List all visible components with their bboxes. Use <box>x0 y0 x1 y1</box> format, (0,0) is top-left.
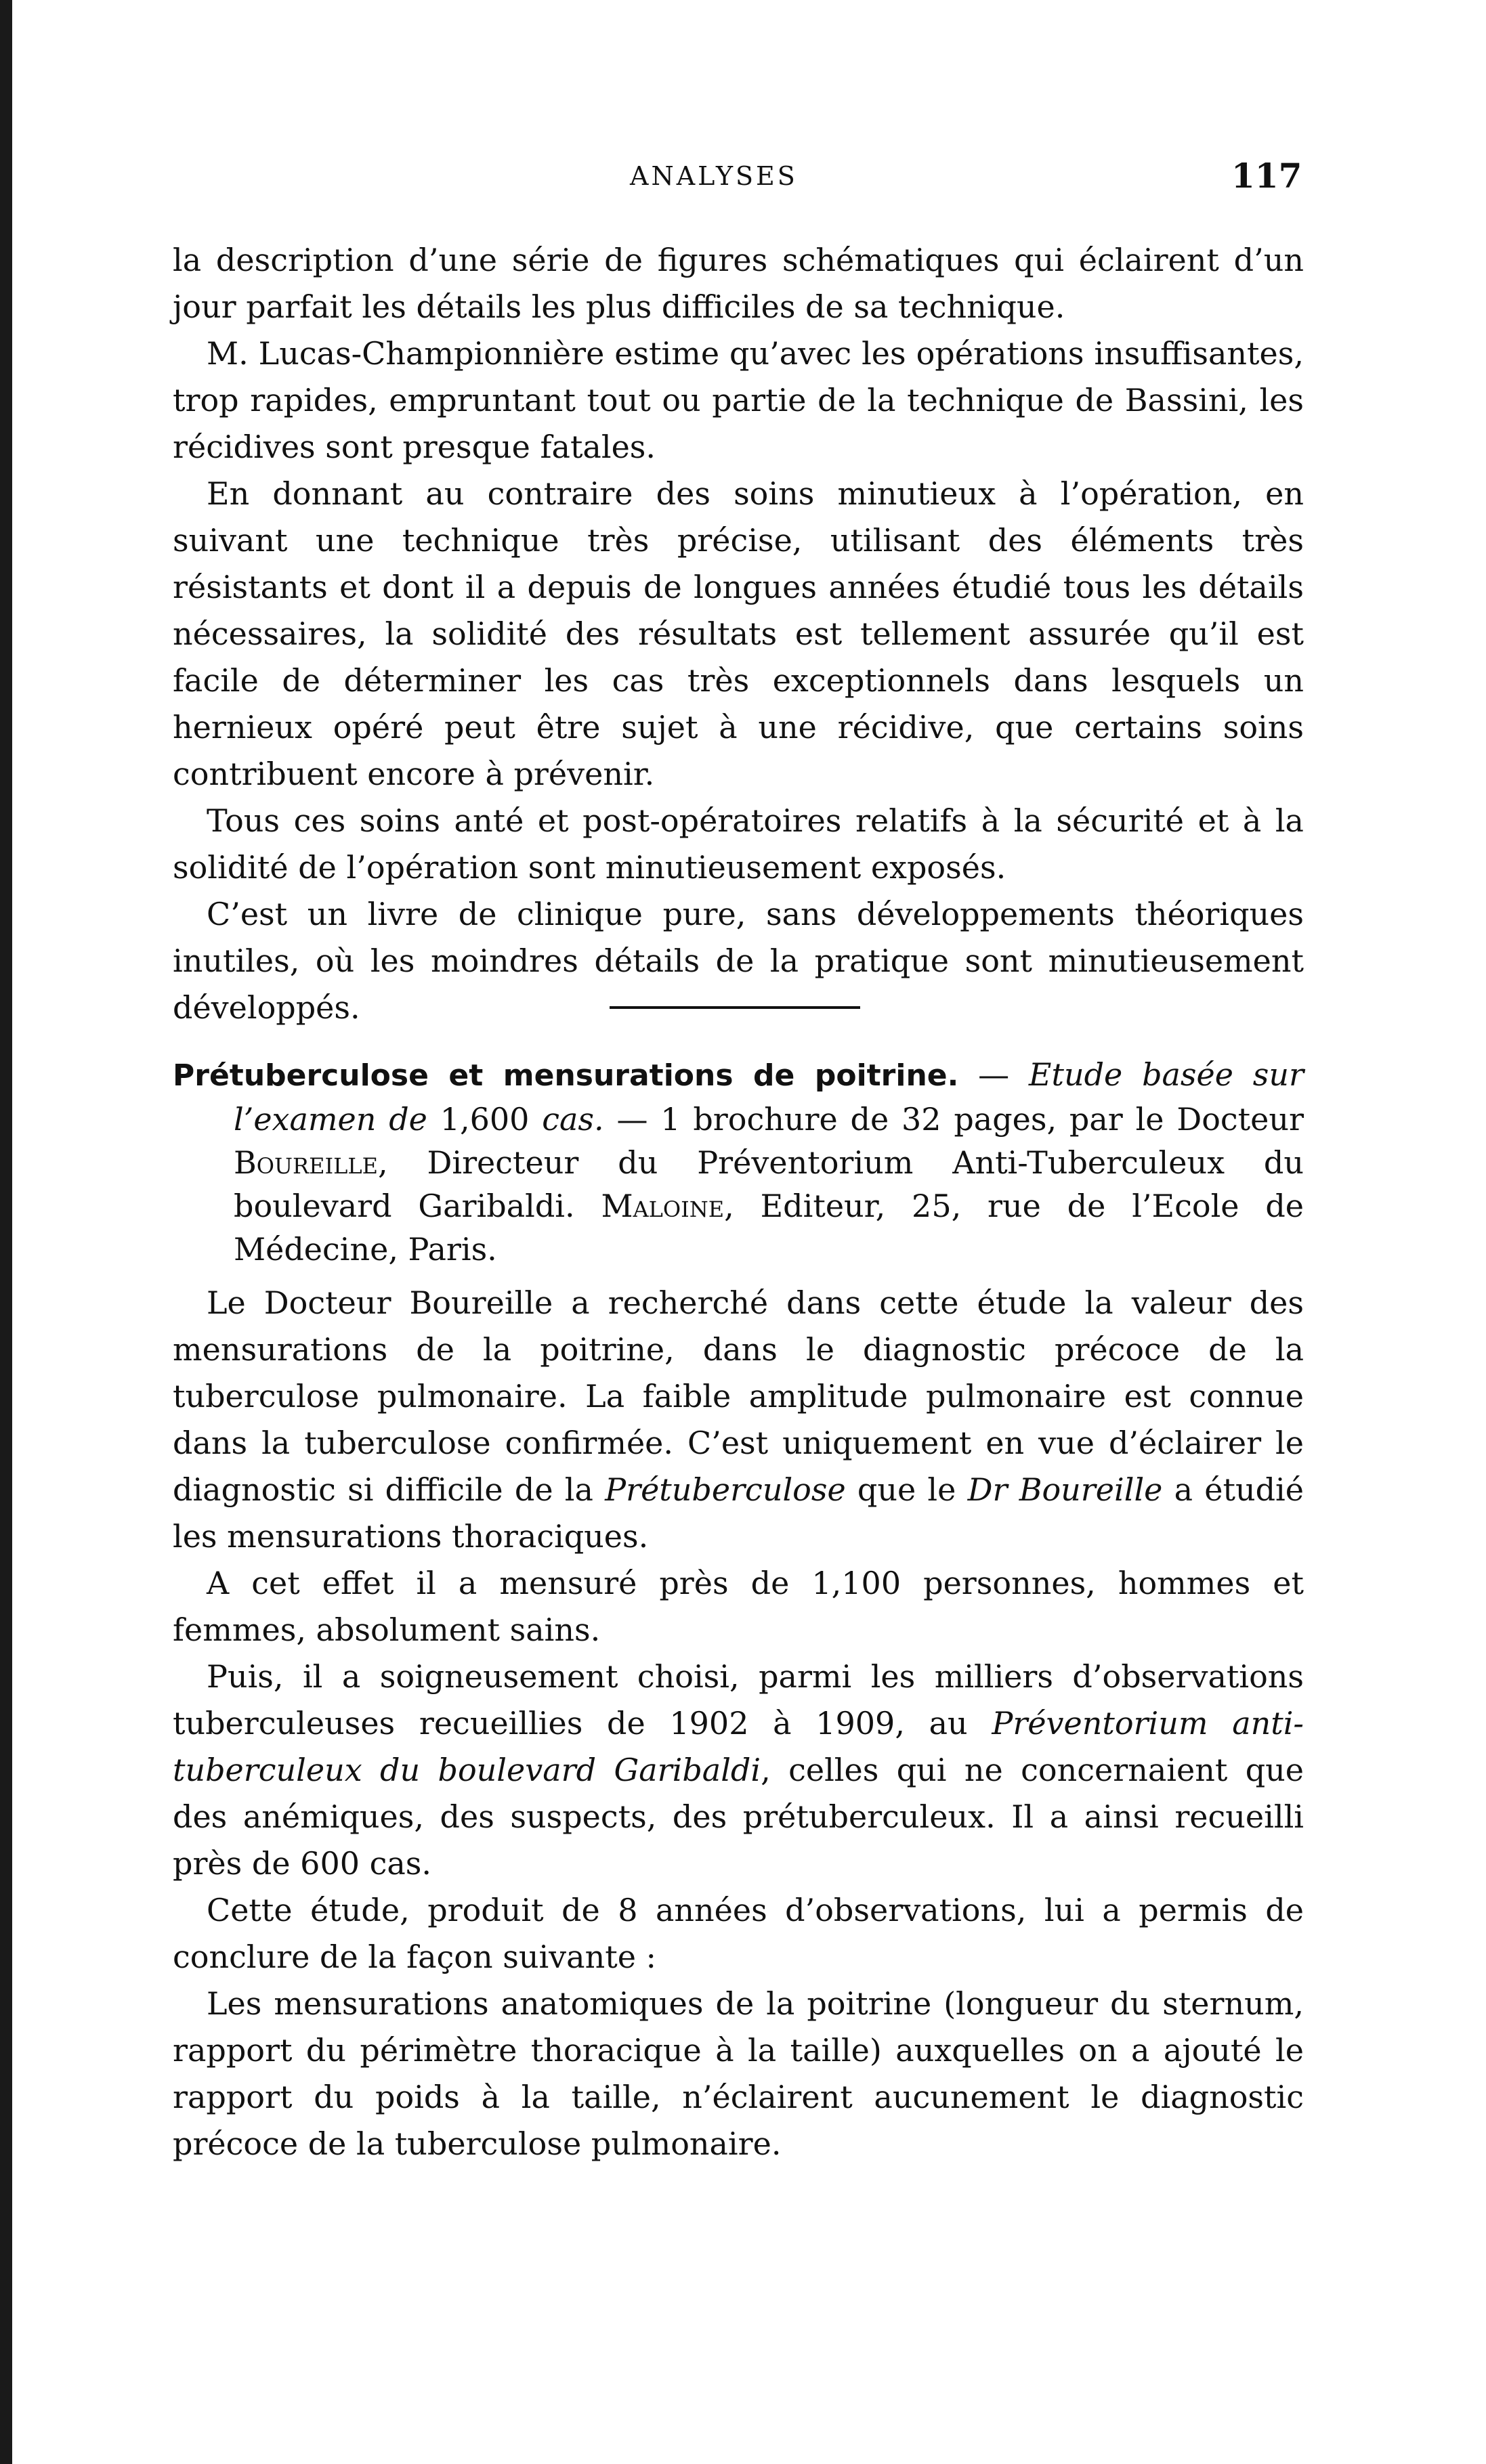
emphasized-term: Prétuberculose <box>605 1471 846 1508</box>
section-divider <box>610 1006 860 1009</box>
text-run: que le <box>845 1471 968 1508</box>
running-title: ANALYSES <box>630 161 798 191</box>
paragraph: la description d’une série de figures schématiques qui éclairent d’un jour parfait les détails les plus difficiles de sa technique. <box>173 242 1304 325</box>
entry-details: — 1 brochure de 32 pages, par le Docteur <box>603 1101 1304 1138</box>
paragraph: C’est un livre de clinique pure, sans développements théoriques inutiles, où les moindres détails de la pratique sont minutieusement développés. <box>173 896 1304 1026</box>
paragraph: En donnant au contraire des soins minutieux à l’opération, en suivant une technique très précise, utilisant des éléments très résistants et dont il a depuis de longues années étudié tous les détails nécessaires, la solidité des résultats est tellement assurée qu’il est facile de déterminer les cas très exceptionnels dans lesquels un hernieux opéré peut être sujet à une récidive, que certains soins contribuent encore à prévenir. <box>173 475 1304 792</box>
entry-details: , Editeur, 25, rue de l’Ecole de Médecine, Paris. <box>234 1188 1304 1268</box>
text-run: a étudié les mensurations thoraciques. <box>173 1471 1304 1555</box>
cases-word: cas. <box>542 1101 604 1138</box>
paragraph <box>173 1654 1304 1887</box>
text-run: , celles qui ne concernaient que des anémiques, des suspects, des prétuberculeux. Il a ainsi recueilli près de 600 cas. <box>173 1752 1304 1882</box>
text-run: Puis, il a soigneusement choisi, parmi les milliers d’observations tuberculeuses recueillies de 1902 à 1909, au <box>173 1658 1304 1742</box>
entry-details: , Directeur du Préventorium Anti-Tuberculeux du boulevard Garibaldi. <box>234 1144 1304 1224</box>
paragraph: Tous ces soins anté et post-opératoires relatifs à la sécurité et à la solidité de l’opération sont minutieusement exposés. <box>173 802 1304 886</box>
paragraph: Les mensurations anatomiques de la poitrine (longueur du sternum, rapport du périmètre thoracique à la taille) auxquelles on a ajouté le rapport du poids à la taille, n’éclairent aucunement le diagnostic précoce de la tuberculose pulmonaire. <box>173 1985 1304 2162</box>
text-run: Le Docteur Boureille a recherché dans cette étude la valeur des mensurations de la poitrine, dans le diagnostic précoce de la tuberculose pulmonaire. La faible amplitude pulmonaire est connue dans la tuberculose confirmée. C’est uniquement en vue d’éclairer le diagnostic si difficile de la <box>173 1284 1304 1508</box>
dash: — <box>958 1056 1029 1093</box>
paragraph <box>173 1280 1304 1560</box>
review-body <box>173 1280 1304 2167</box>
page-binding-edge <box>0 0 12 2464</box>
paragraph: M. Lucas-Championnière estime qu’avec les opérations insuffisantes, trop rapides, empruntant tout ou partie de la technique de Bassini, les récidives sont presque fatales. <box>173 335 1304 465</box>
emphasized-institution: Préventorium anti-tuberculeux du boulevard Garibaldi <box>173 1705 1304 1788</box>
review-continuation <box>173 237 1304 1031</box>
book-subtitle: Etude basée sur l’examen de <box>234 1056 1304 1138</box>
emphasized-name: Dr Boureille <box>967 1471 1163 1508</box>
paragraph: A cet effet il a mensuré près de 1,100 personnes, hommes et femmes, absolument sains. <box>173 1565 1304 1648</box>
page-header <box>0 156 1486 202</box>
author-name: Boureille <box>234 1144 378 1181</box>
publisher-name: Maloine <box>601 1188 725 1224</box>
book-title: Prétuberculose et mensurations de poitrine. <box>173 1058 959 1093</box>
page-number: 117 <box>1231 156 1302 196</box>
case-count: 1,600 <box>427 1101 543 1138</box>
paragraph: Cette étude, produit de 8 années d’observations, lui a permis de conclure de la façon suivante : <box>173 1892 1304 1975</box>
bibliographic-entry <box>173 1053 1304 1271</box>
